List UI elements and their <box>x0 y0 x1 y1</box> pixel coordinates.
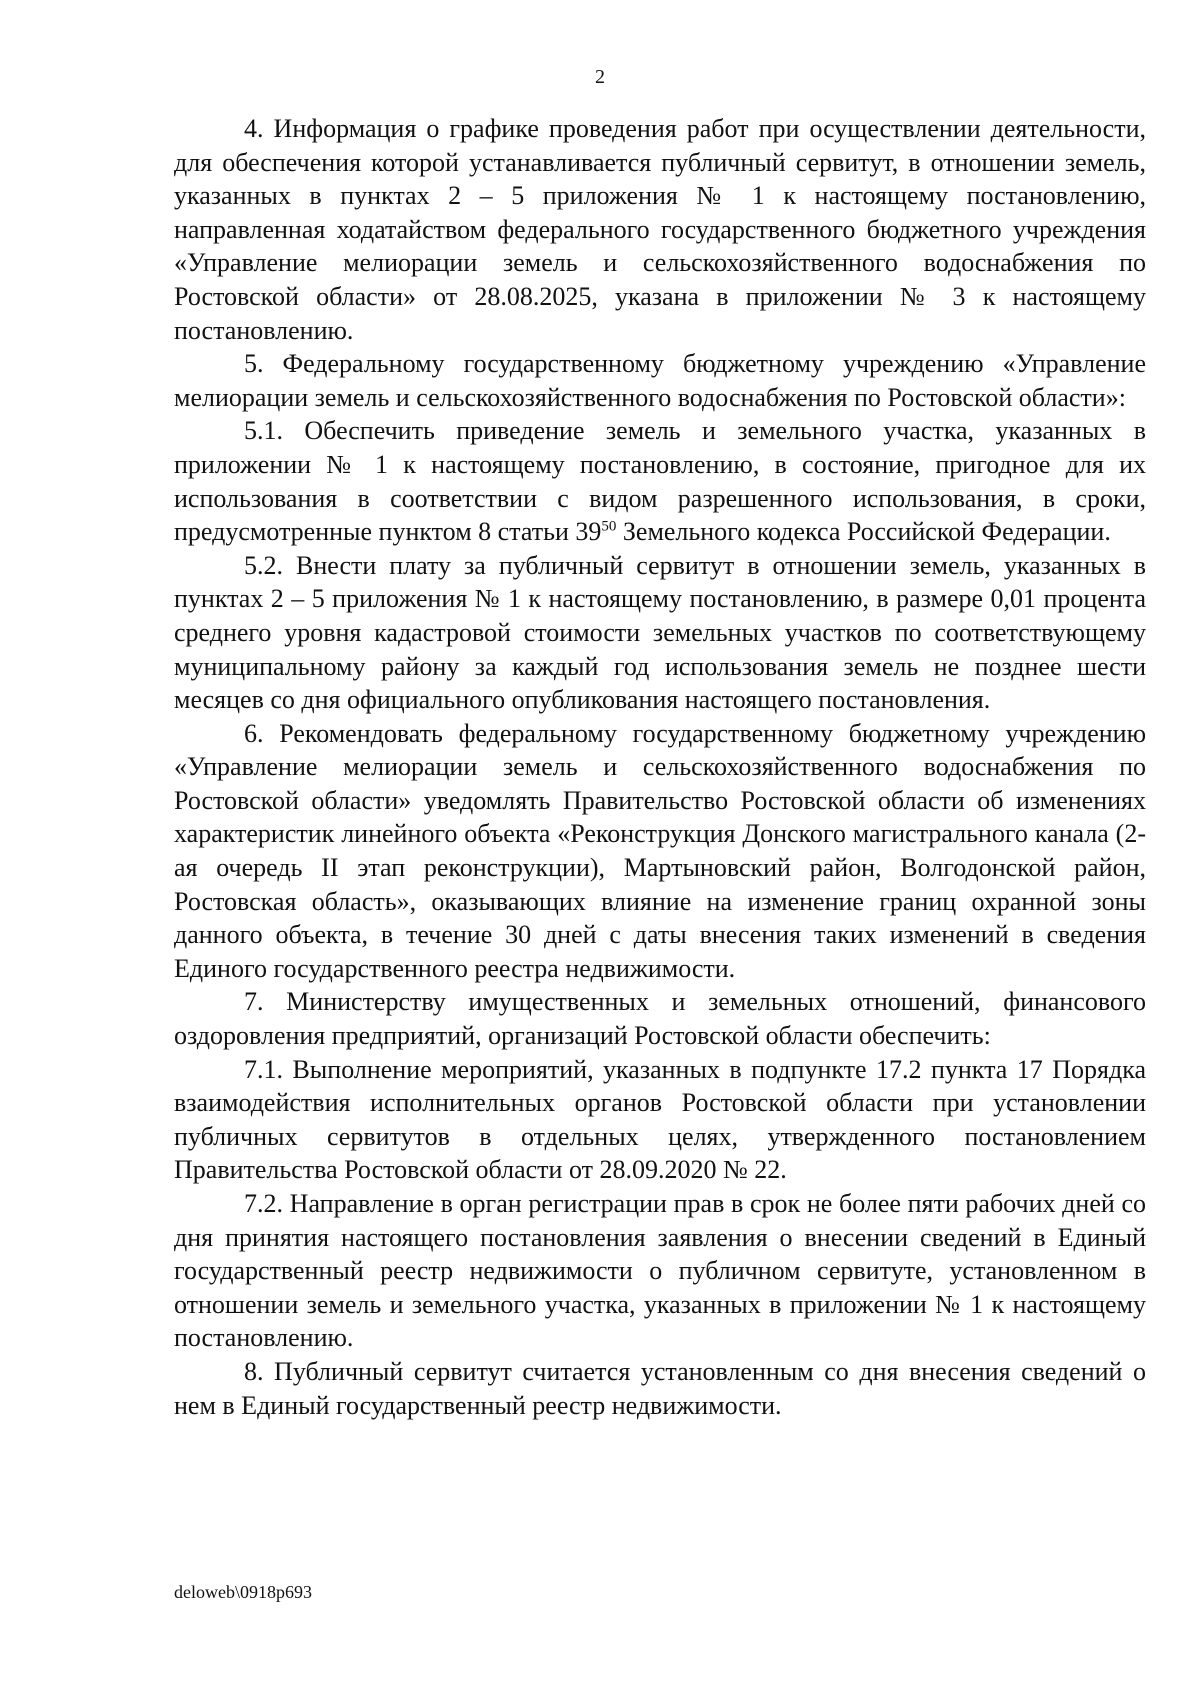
paragraph-5-1-tail: Земельного кодекса Российской Федерации. <box>616 517 1111 547</box>
paragraph-5-1-text: 5.1. Обеспечить приведение земель и земельного участка, указанных в приложении № 1 к настоящему постановлению, в состояние, пригодное для их использования в соответствии с видом разрешенного использования, в сроки, предусмотренные пунктом 8 статьи 39 <box>174 416 1146 547</box>
page-number: 2 <box>595 66 605 88</box>
paragraph-7-2: 7.2. Направление в орган регистрации прав в срок не более пяти рабочих дней со дня принятия настоящего постановления заявления о внесении сведений в Единый государственный реестр недвижимости о публичном сервитуте, установленном в отношении земель и земельного участка, указанных в приложении № 1 к настоящему постановлению. <box>174 1189 1146 1353</box>
paragraph-5-1 <box>174 414 1146 548</box>
paragraph-6: 6. Рекомендовать федеральному государственному бюджетному учреждению «Управление мелиорации земель и сельскохозяйственного водоснабжения по Ростовской области» уведомлять Правительство Ростовской области об изменениях характеристик линейного объекта «Реконструкция Донского магистрального канала (2-ая очередь II этап реконструкции), Мартыновский район, Волгодонской район, Ростовская область», оказывающих влияние на изменение границ охранной зоны данного объекта, в течение 30 дней с даты внесения таких изменений в сведения Единого государственного реестра недвижимости. <box>174 718 1146 983</box>
paragraph-7-1: 7.1. Выполнение мероприятий, указанных в подпункте 17.2 пункта 17 Порядка взаимодействия исполнительных органов Ростовской области при установлении публичных сервитутов в отдельных целях, утвержденного постановлением Правительства Ростовской области от 28.09.2020 № 22. <box>174 1054 1146 1185</box>
paragraph-4: 4. Информация о графике проведения работ при осуществлении деятельности, для обеспечения которой устанавливается публичный сервитут, в отношении земель, указанных в пунктах 2 – 5 приложения № 1 к настоящему постановлению, направленная ходатайством федерального государственного бюджетного учреждения «Управление мелиорации земель и сельскохозяйственного водоснабжения по Ростовской области» от 28.08.2025, указана в приложении № 3 к настоящему постановлению. <box>174 114 1146 345</box>
document-footer-code: deloweb\0918p693 <box>174 1582 312 1602</box>
paragraph-5-2: 5.2. Внести плату за публичный сервитут в отношении земель, указанных в пунктах 2 – 5 приложения № 1 к настоящему постановлению, в размере 0,01 процента среднего уровня кадастровой стоимости земельных участков по соответствующему муниципальному району за каждый год использования земель не позднее шести месяцев со дня официального опубликования настоящего постановления. <box>174 550 1146 715</box>
paragraph-5: 5. Федеральному государственному бюджетному учреждению «Управление мелиорации земель и сельскохозяйственного водоснабжения по Ростовской области»: <box>174 349 1146 412</box>
paragraph-8: 8. Публичный сервитут считается установленным со дня внесения сведений о нем в Единый государственный реестр недвижимости. <box>174 1356 1146 1420</box>
article-superscript: 50 <box>601 518 617 535</box>
document-body <box>174 112 1146 1422</box>
paragraph-7: 7. Министерству имущественных и земельных отношений, финансового оздоровления предприятий, организаций Ростовской области обеспечить: <box>174 987 1146 1051</box>
